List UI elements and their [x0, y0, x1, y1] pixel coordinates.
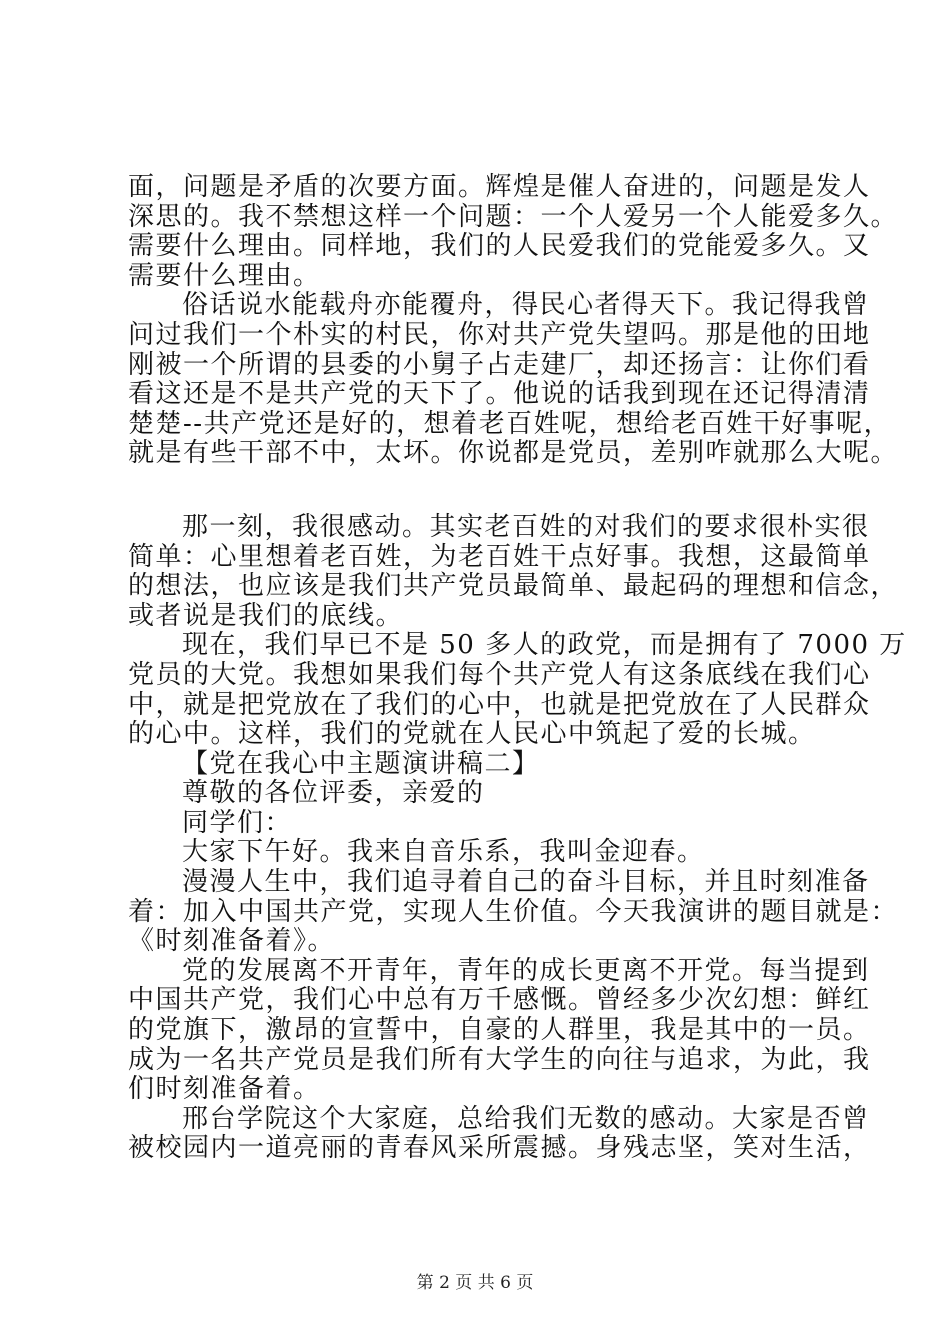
text-line: 着：加入中国共产党，实现人生价值。今天我演讲的题目就是：	[128, 896, 899, 927]
text-line: 看这还是不是共产党的天下了。他说的话我到现在还记得清清	[128, 379, 871, 410]
text-line: 俗话说水能载舟亦能覆舟，得民心者得天下。我记得我曾	[182, 290, 870, 321]
text-line: 的党旗下，激昂的宣誓中，自豪的人群里，我是其中的一员。	[128, 1015, 871, 1046]
text-line: 简单：心里想着老百姓，为老百姓干点好事。我想，这最简单	[128, 541, 871, 572]
paragraph-gap	[128, 469, 840, 513]
text-line: 的心中。这样，我们的党就在人民心中筑起了爱的长城。	[128, 719, 816, 750]
text-line: 面，问题是矛盾的次要方面。辉煌是催人奋进的，问题是发人	[128, 172, 871, 202]
text-line: 党的发展离不开青年，青年的成长更离不开党。每当提到	[182, 955, 870, 986]
text-line: 中，就是把党放在了我们的心中，也就是把党放在了人民群众	[128, 689, 871, 720]
text-line: 刚被一个所谓的县委的小舅子占走建厂，却还扬言：让你们看	[128, 349, 871, 380]
text-line: 同学们：	[182, 807, 293, 838]
text-line: 问过我们一个朴实的村民，你对共产党失望吗。那是他的田地	[128, 319, 871, 350]
text-line: 楚楚--共产党还是好的，想着老百姓呢，想给老百姓干好事呢，	[128, 408, 892, 439]
text-line: 现在，我们早已不是 50 多人的政党，而是拥有了 7000 万	[182, 630, 907, 661]
text-line: 党员的大党。我想如果我们每个共产党人有这条底线在我们心	[128, 659, 871, 690]
text-line: 《时刻准备着》。	[128, 926, 336, 957]
text-line: 成为一名共产党员是我们所有大学生的向往与追求，为此，我	[128, 1044, 871, 1075]
text-line: 深思的。我不禁想这样一个问题：一个人爱另一个人能爱多久。	[128, 201, 899, 232]
text-line: 们时刻准备着。	[128, 1074, 321, 1105]
page-number-footer: 第 2 页 共 6 页	[416, 1273, 534, 1293]
text-line: 邢台学院这个大家庭，总给我们无数的感动。大家是否曾	[182, 1103, 870, 1134]
text-line: 或者说是我们的底线。	[128, 600, 404, 631]
text-line: 大家下午好。我来自音乐系，我叫金迎春。	[182, 837, 705, 868]
text-line: 的想法，也应该是我们共产党员最简单、最起码的理想和信念，	[128, 571, 899, 602]
text-line: 尊敬的各位评委，亲爱的	[182, 778, 485, 809]
section-heading: 【党在我心中主题演讲稿二】	[182, 748, 540, 779]
text-line: 那一刻，我很感动。其实老百姓的对我们的要求很朴实很	[182, 511, 870, 542]
text-line: 需要什么理由。同样地，我们的人民爱我们的党能爱多久。又	[128, 231, 871, 262]
text-line: 被校园内一道亮丽的青春风采所震撼。身残志坚，笑对生活，	[128, 1133, 871, 1164]
text-line: 就是有些干部不中，太坏。你说都是党员，差别咋就那么大呢。	[128, 438, 899, 469]
text-line: 需要什么理由。	[128, 260, 321, 291]
document-body	[128, 172, 907, 1164]
text-line: 漫漫人生中，我们追寻着自己的奋斗目标，并且时刻准备	[182, 867, 870, 898]
text-line: 中国共产党，我们心中总有万千感慨。曾经多少次幻想：鲜红	[128, 985, 871, 1016]
